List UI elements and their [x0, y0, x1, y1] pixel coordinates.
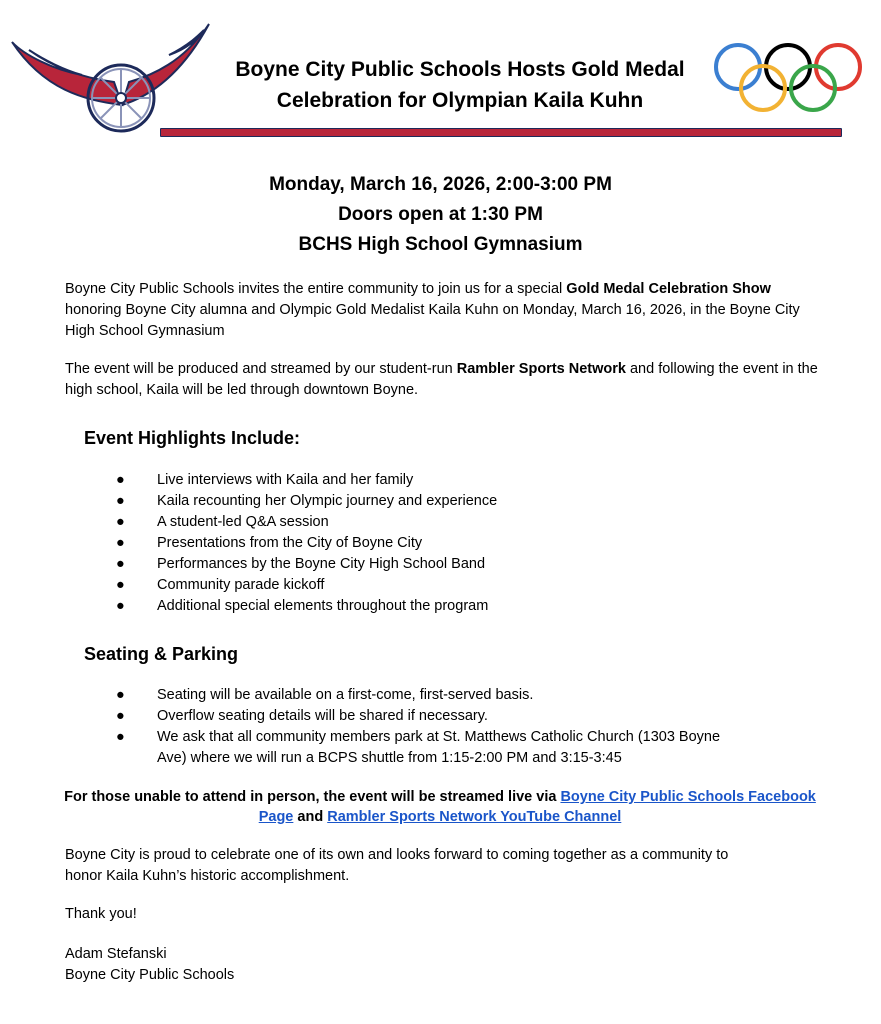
bold-text: Gold Medal Celebration Show — [566, 281, 771, 297]
item-text: Presentations from the City of Boyne City — [157, 535, 423, 551]
text: The event will be produced and streamed by our student-run — [65, 361, 457, 377]
signer-organization: Boyne City Public Schools — [65, 967, 235, 983]
title-line-2: Celebration for Olympian Kaila Kuhn — [276, 89, 644, 112]
youtube-channel-link[interactable]: Rambler Sports Network YouTube Channel — [327, 809, 622, 825]
item-text: Kaila recounting her Olympic journey and experience — [157, 493, 498, 509]
list-item: ● Presentations from the City of Boyne City — [116, 535, 423, 551]
event-doors: Doors open at 1:30 PM — [338, 204, 543, 225]
document-title — [190, 54, 730, 116]
closing-paragraph: Boyne City is proud to celebrate one of its own and looks forward to coming together as a community to honor Kaila Kuhn’s historic accomplishment. — [65, 847, 729, 884]
list-item: ● We ask that all community members park at St. Matthews Catholic Church (1303 Boyne Ave) where we will run a BCPS shuttle from 1:15-2:00 PM and 3:15-3:45 — [116, 729, 721, 766]
list-item: ● Kaila recounting her Olympic journey and experience — [116, 493, 498, 509]
thanks-text: Thank you! — [65, 906, 137, 922]
list-item: ● Seating will be available on a first-come, first-served basis. — [116, 687, 534, 703]
title-line-1: Boyne City Public Schools Hosts Gold Medal — [235, 58, 685, 81]
stream-notice — [60, 787, 820, 827]
text: Boyne City Public Schools invites the entire community to join us for a special — [65, 281, 567, 297]
item-text: A student-led Q&A session — [157, 514, 329, 530]
item-text: Seating will be available on a first-come, first-served basis. — [157, 687, 534, 703]
event-date: Monday, March 16, 2026, 2:00-3:00 PM — [269, 174, 612, 195]
item-text: Live interviews with Kaila and her family — [157, 472, 414, 488]
seating-list — [0, 685, 757, 769]
highlights-heading: Event Highlights Include: — [84, 428, 301, 448]
list-item: ● A student-led Q&A session — [116, 514, 329, 530]
text: For those unable to attend in person, the event will be streamed live via — [64, 789, 561, 805]
item-text: Community parade kickoff — [157, 577, 325, 593]
text: and — [293, 809, 328, 825]
intro-paragraph-2 — [65, 359, 825, 401]
winged-wheel-logo — [4, 20, 214, 140]
item-text: We ask that all community members park at St. Matthews Catholic Church (1303 Boyne Ave) where we will run a BCPS shuttle from 1:15-2:00 PM and 3:15-3:45 — [157, 729, 721, 766]
facebook-page-link[interactable]: Boyne City Public Schools Facebook Page — [258, 789, 816, 825]
seating-heading: Seating & Parking — [84, 644, 239, 664]
text: honoring Boyne City alumna and Olympic Gold Medalist Kaila Kuhn on Monday, March 16, 2026, in the Boyne City High School Gymnasium — [65, 302, 800, 339]
event-details — [0, 170, 881, 260]
list-item: ● Community parade kickoff — [116, 577, 325, 593]
header-divider-bar — [160, 128, 842, 137]
list-item: ● Additional special elements throughout the program — [116, 598, 489, 614]
text: and following the event in the high school, Kaila will be led through downtown Boyne. — [65, 361, 818, 398]
highlights-list — [0, 470, 757, 617]
event-location: BCHS High School Gymnasium — [298, 234, 583, 255]
signer-name: Adam Stefanski — [65, 946, 167, 962]
bold-text: Rambler Sports Network — [456, 361, 626, 377]
olympic-rings-logo — [712, 40, 868, 115]
list-item: ● Performances by the Boyne City High School Band — [116, 556, 486, 572]
item-text: Overflow seating details will be shared if necessary. — [157, 708, 488, 724]
item-text: Additional special elements throughout the program — [157, 598, 489, 614]
list-item: ● Overflow seating details will be shared if necessary. — [116, 708, 488, 724]
intro-paragraph-1 — [65, 279, 825, 342]
item-text: Performances by the Boyne City High School Band — [157, 556, 486, 572]
list-item: ● Live interviews with Kaila and her family — [116, 472, 414, 488]
